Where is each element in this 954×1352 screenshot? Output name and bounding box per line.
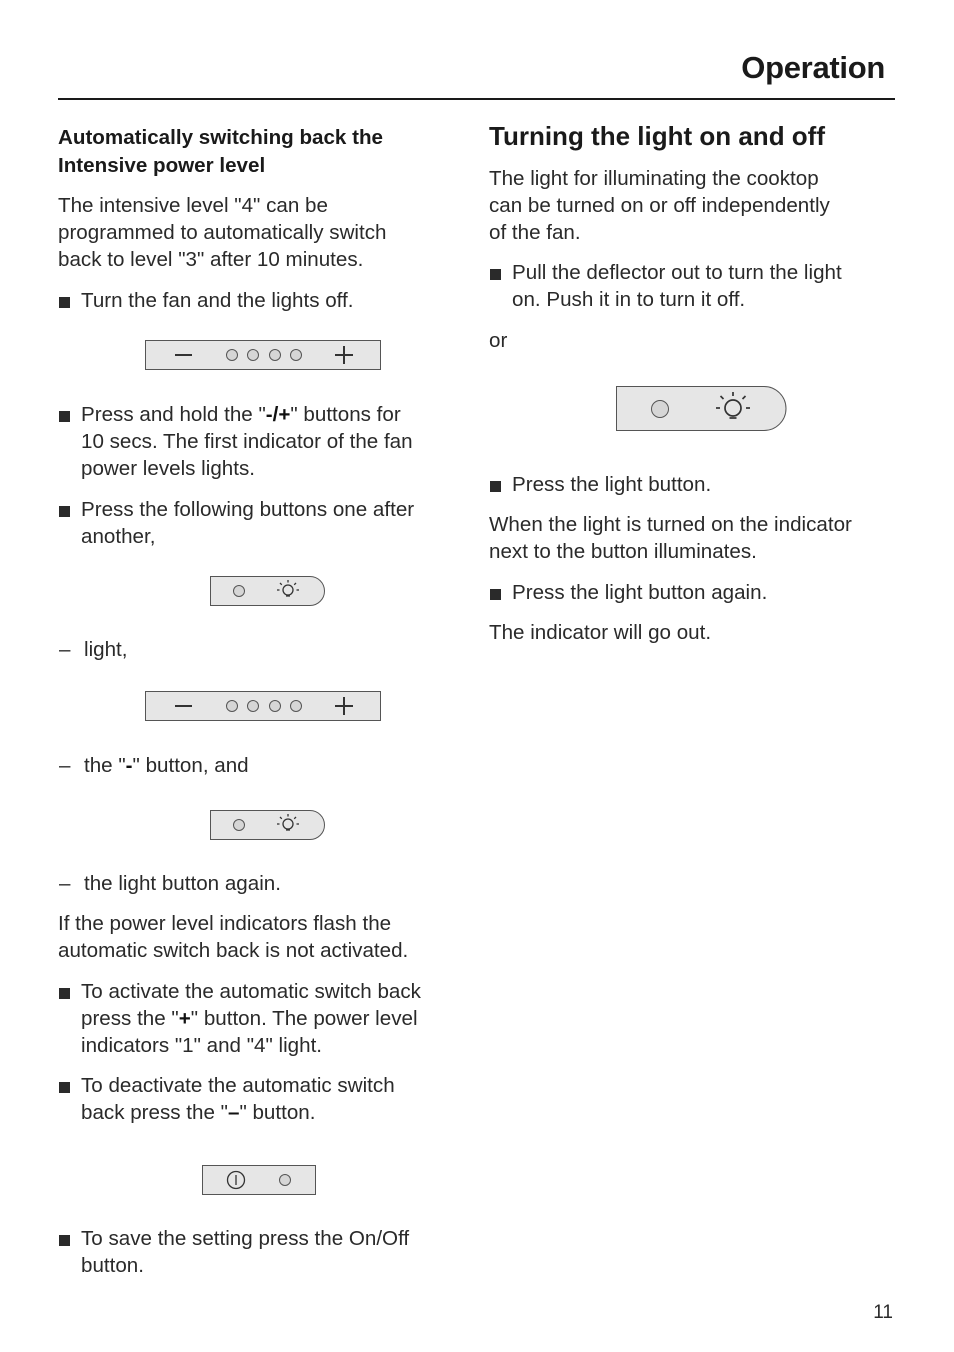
indicator-led xyxy=(234,820,245,831)
dash-light: – light, xyxy=(84,636,128,663)
fan-control-panel xyxy=(145,691,382,723)
light-control-panel-large xyxy=(616,386,788,434)
step-fan-off: Turn the fan and the lights off. xyxy=(81,289,354,312)
when-on-line: When the light is turned on the indicator xyxy=(489,513,852,536)
step-following: Press the following buttons one after xyxy=(81,498,415,521)
light-control-panel xyxy=(210,810,326,842)
when-on-line: next to the button illuminates. xyxy=(489,540,757,563)
section-heading-line1: Automatically switching back the xyxy=(58,126,383,149)
indicator-led xyxy=(248,701,259,712)
right-intro-line: of the fan. xyxy=(489,221,581,244)
step-hold: Press and hold the "-/+" buttons for xyxy=(81,403,401,426)
flash-note-line: automatic switch back is not activated. xyxy=(58,939,409,962)
step-hold-line: power levels lights. xyxy=(81,457,255,480)
right-intro-line: The light for illuminating the cooktop xyxy=(489,167,819,190)
step-deflector-line: on. Push it in to turn it off. xyxy=(512,288,746,311)
intro-line: The intensive level "4" can be xyxy=(58,194,328,217)
step-hold-line: 10 secs. The first indicator of the fan xyxy=(81,430,413,453)
step-deactivate-line: back press the "–" button. xyxy=(81,1101,316,1124)
section-heading-light: Turning the light on and off xyxy=(489,121,825,151)
step-press-again: Press the light button again. xyxy=(512,581,768,604)
indicator-led xyxy=(280,1175,291,1186)
step-save: To save the setting press the On/Off xyxy=(81,1227,410,1250)
step-activate-line: press the "+" button. The power level xyxy=(81,1007,418,1030)
light-control-panel xyxy=(210,576,326,608)
page-title: Operation xyxy=(741,50,885,85)
onoff-control-panel xyxy=(202,1165,318,1197)
indicator-led xyxy=(248,350,259,361)
right-intro-line: can be turned on or off independently xyxy=(489,194,830,217)
indicator-led xyxy=(270,701,281,712)
step-activate-line: indicators "1" and "4" light. xyxy=(81,1034,323,1057)
indicator-led xyxy=(291,701,302,712)
intro-line: programmed to automatically switch xyxy=(58,221,387,244)
indicator-led xyxy=(234,586,245,597)
indicator-led xyxy=(652,401,669,418)
indicator-led xyxy=(227,350,238,361)
section-heading-line2: Intensive power level xyxy=(58,154,266,177)
intro-line: back to level "3" after 10 minutes. xyxy=(58,248,364,271)
page-number: 11 xyxy=(873,1302,893,1323)
indicator-led xyxy=(227,701,238,712)
step-save-line: button. xyxy=(81,1254,144,1277)
dash-light-again: – the light button again. xyxy=(84,870,281,897)
indicator-led xyxy=(270,350,281,361)
step-deflector: Pull the deflector out to turn the light xyxy=(512,261,842,284)
or-text: or xyxy=(489,329,508,352)
indicator-led xyxy=(291,350,302,361)
step-deactivate: To deactivate the automatic switch xyxy=(81,1074,395,1097)
step-activate: To activate the automatic switch back xyxy=(81,980,421,1003)
flash-note-line: If the power level indicators flash the xyxy=(58,912,392,935)
step-press-light: Press the light button. xyxy=(512,473,712,496)
dash-minus: – the "-" button, and xyxy=(84,752,249,779)
header-rule xyxy=(58,98,895,100)
fan-control-panel xyxy=(145,340,382,372)
step-following-line: another, xyxy=(81,525,156,548)
indicator-out-text: The indicator will go out. xyxy=(489,621,712,644)
